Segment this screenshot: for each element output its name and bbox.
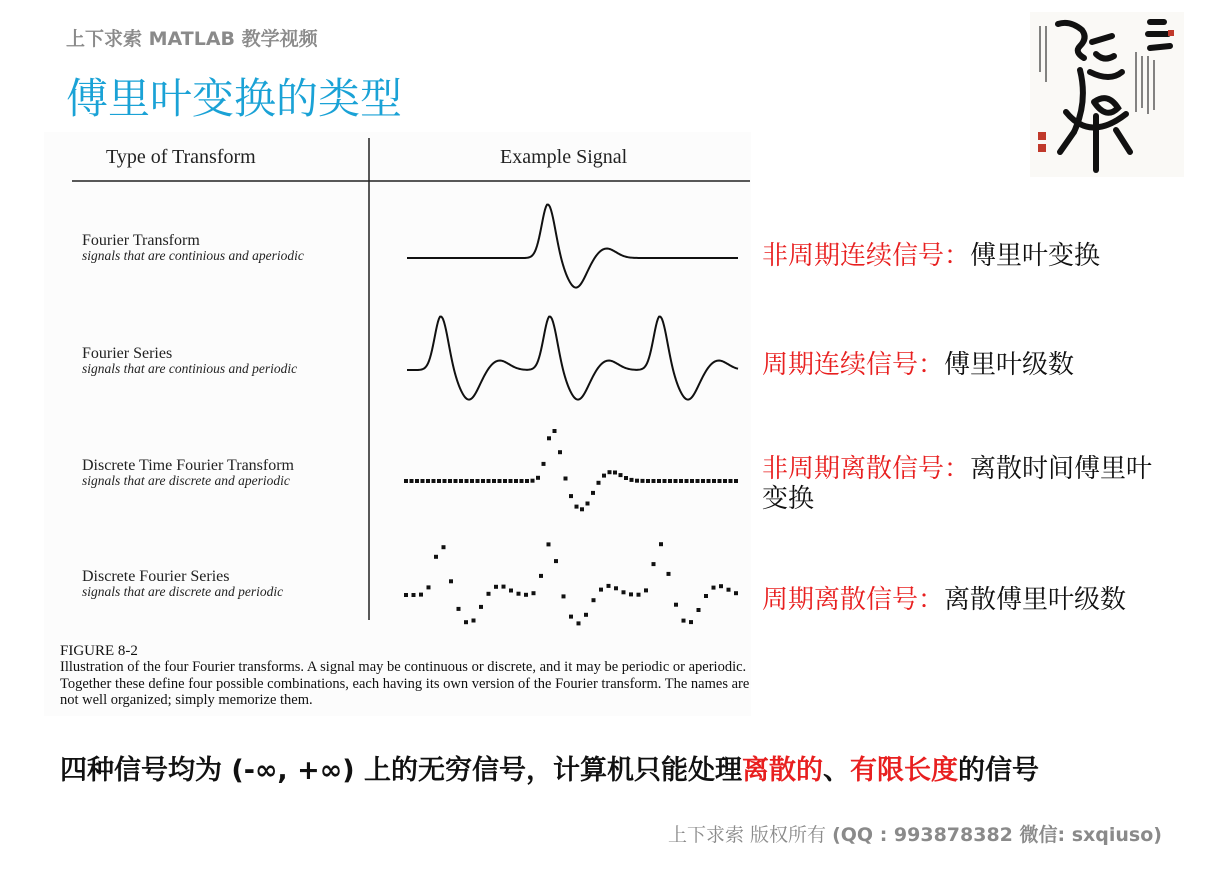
dfs-sample xyxy=(689,620,693,624)
dtft-sample xyxy=(410,479,414,483)
dfs-sample xyxy=(494,585,498,589)
annotation-dtft xyxy=(762,454,1172,514)
dfs-sample xyxy=(697,608,701,612)
annotation-fourier-series xyxy=(762,350,1182,380)
dtft-sample xyxy=(575,505,579,509)
footer-contact: (QQ : 993878382 微信: sxqiuso) xyxy=(832,824,1162,846)
dtft-sample xyxy=(531,479,535,483)
dfs-sample xyxy=(412,593,416,597)
dfs-sample xyxy=(667,572,671,576)
annotation-transform: 傅里叶变换 xyxy=(970,241,1101,271)
dfs-sample xyxy=(442,545,446,549)
dfs-sample xyxy=(607,584,611,588)
dfs-sample xyxy=(614,586,618,590)
row-desc-dfs: signals that are discrete and periodic xyxy=(82,584,284,599)
dfs-sample xyxy=(712,586,716,590)
footer-owner: 上下求索 版权所有 xyxy=(668,824,827,846)
dfs-sample xyxy=(682,619,686,623)
dtft-sample xyxy=(476,479,480,483)
dtft-sample xyxy=(586,502,590,506)
dfs-sample xyxy=(719,584,723,588)
dfs-sample xyxy=(419,593,423,597)
dtft-sample xyxy=(432,479,436,483)
annotation-signal-type: 周期离散信号： xyxy=(762,585,945,615)
dtft-sample xyxy=(520,479,524,483)
dfs-sample xyxy=(464,620,468,624)
column-header-type: Type of Transform xyxy=(106,146,256,168)
dtft-sample xyxy=(674,479,678,483)
dtft-sample xyxy=(668,479,672,483)
dfs-sample xyxy=(524,593,528,597)
dtft-sample xyxy=(421,479,425,483)
annotation-signal-type: 周期连续信号： xyxy=(762,350,945,380)
dtft-sample xyxy=(404,479,408,483)
dtft-sample xyxy=(591,491,595,495)
dtft-sample xyxy=(729,479,733,483)
dfs-sample xyxy=(547,542,551,546)
dtft-sample xyxy=(723,479,727,483)
dtft-sample xyxy=(553,429,557,433)
dtft-sample xyxy=(608,470,612,474)
dtft-sample xyxy=(663,479,667,483)
dtft-sample xyxy=(630,478,634,482)
dtft-sample xyxy=(542,462,546,466)
dtft-sample xyxy=(602,474,606,478)
dfs-sample xyxy=(554,559,558,563)
dfs-sample xyxy=(584,613,588,617)
dtft-sample xyxy=(707,479,711,483)
summary-line xyxy=(60,748,1039,787)
dtft-sample xyxy=(509,479,513,483)
dfs-sample xyxy=(629,592,633,596)
dtft-sample xyxy=(712,479,716,483)
annotation-transform: 离散傅里叶级数 xyxy=(944,585,1127,615)
dfs-sample xyxy=(637,593,641,597)
dtft-sample xyxy=(580,507,584,511)
summary-highlight-finite: 有限长度 xyxy=(849,755,958,786)
dfs-sample xyxy=(539,574,543,578)
dtft-sample xyxy=(635,479,639,483)
dfs-sample xyxy=(404,593,408,597)
row-desc-dtft: signals that are discrete and aperiodic xyxy=(82,473,290,488)
page-title: 傅里叶变换的类型 xyxy=(66,74,403,123)
summary-text: 四种信号均为 (-∞, +∞) 上的无穷信号，计算机只能处理 xyxy=(60,755,742,786)
dfs-sample xyxy=(487,592,491,596)
dfs-sample xyxy=(592,598,596,602)
dtft-sample xyxy=(597,481,601,485)
dtft-sample xyxy=(652,479,656,483)
header-caption: 上下求索 MATLAB 教学视频 xyxy=(66,28,318,50)
dtft-sample xyxy=(437,479,441,483)
summary-separator: 、 xyxy=(822,755,850,786)
dfs-sample xyxy=(569,615,573,619)
dtft-sample xyxy=(690,479,694,483)
dtft-sample xyxy=(641,479,645,483)
dtft-sample xyxy=(514,479,518,483)
dfs-sample xyxy=(457,607,461,611)
dfs-sample xyxy=(434,555,438,559)
summary-highlight-discrete: 离散的 xyxy=(741,755,823,786)
dfs-sample xyxy=(674,603,678,607)
dtft-sample xyxy=(613,471,617,475)
dtft-sample xyxy=(481,479,485,483)
dtft-sample xyxy=(564,477,568,481)
annotation-signal-type: 非周期离散信号： xyxy=(762,454,971,484)
dtft-sample xyxy=(536,476,540,480)
fourier-series-signal xyxy=(407,317,738,400)
dfs-sample xyxy=(532,591,536,595)
dtft-sample xyxy=(734,479,738,483)
annotation-transform: 傅里叶级数 xyxy=(944,350,1075,380)
dtft-sample xyxy=(619,473,623,477)
figure-caption: Illustration of the four Fourier transforms. A signal may be continuous or discrete, and it may be periodic or aperiodic. Together these define four possible combinations, each having its own version of the Fourier transform. The names are not well organized; simply memorize them. xyxy=(60,659,750,708)
dfs-sample xyxy=(479,605,483,609)
row-name-fourier-series: Fourier Series xyxy=(82,345,173,362)
dfs-sample xyxy=(704,594,708,598)
annotation-fourier-transform xyxy=(762,241,1182,271)
footer-copyright xyxy=(668,820,1162,847)
dtft-sample xyxy=(685,479,689,483)
dfs-sample xyxy=(599,588,603,592)
dtft-sample xyxy=(459,479,463,483)
dtft-sample xyxy=(492,479,496,483)
annotation-signal-type: 非周期连续信号： xyxy=(762,241,971,271)
dtft-sample xyxy=(465,479,469,483)
annotation-transform: 离散时间傅里叶变换 xyxy=(762,454,1153,514)
dfs-sample xyxy=(517,592,521,596)
dtft-sample xyxy=(569,494,573,498)
dfs-sample xyxy=(622,590,626,594)
dfs-sample xyxy=(562,594,566,598)
dfs-sample xyxy=(577,621,581,625)
dtft-sample xyxy=(415,479,419,483)
dfs-sample xyxy=(449,579,453,583)
row-name-fourier-transform: Fourier Transform xyxy=(82,232,200,249)
dfs-sample xyxy=(509,589,513,593)
dtft-sample xyxy=(718,479,722,483)
dtft-sample xyxy=(547,436,551,440)
row-desc-fourier-transform: signals that are continious and aperiodic xyxy=(82,248,304,263)
dfs-sample xyxy=(727,588,731,592)
column-header-example: Example Signal xyxy=(500,146,628,168)
dtft-sample xyxy=(498,479,502,483)
dtft-sample xyxy=(487,479,491,483)
dtft-sample xyxy=(503,479,507,483)
annotation-dfs xyxy=(762,585,1182,615)
dtft-sample xyxy=(624,476,628,480)
summary-text-end: 的信号 xyxy=(957,755,1039,786)
dtft-sample xyxy=(470,479,474,483)
row-name-dfs: Discrete Fourier Series xyxy=(82,568,230,585)
dtft-sample xyxy=(701,479,705,483)
dtft-sample xyxy=(448,479,452,483)
dfs-sample xyxy=(734,591,738,595)
dfs-sample xyxy=(652,562,656,566)
dtft-sample xyxy=(525,479,529,483)
dfs-sample xyxy=(427,585,431,589)
dtft-sample xyxy=(558,450,562,454)
dtft-sample xyxy=(696,479,700,483)
dtft-sample xyxy=(657,479,661,483)
row-name-dtft: Discrete Time Fourier Transform xyxy=(82,457,294,474)
dtft-sample xyxy=(454,479,458,483)
dfs-sample xyxy=(644,588,648,592)
dfs-sample xyxy=(502,585,506,589)
figure-label: FIGURE 8-2 xyxy=(60,643,138,659)
dtft-sample xyxy=(679,479,683,483)
dfs-sample xyxy=(659,542,663,546)
dtft-sample xyxy=(646,479,650,483)
dtft-sample xyxy=(443,479,447,483)
fourier-transform-signal xyxy=(407,205,738,288)
row-desc-fourier-series: signals that are continious and periodic xyxy=(82,361,298,376)
dfs-sample xyxy=(472,619,476,623)
dtft-sample xyxy=(426,479,430,483)
